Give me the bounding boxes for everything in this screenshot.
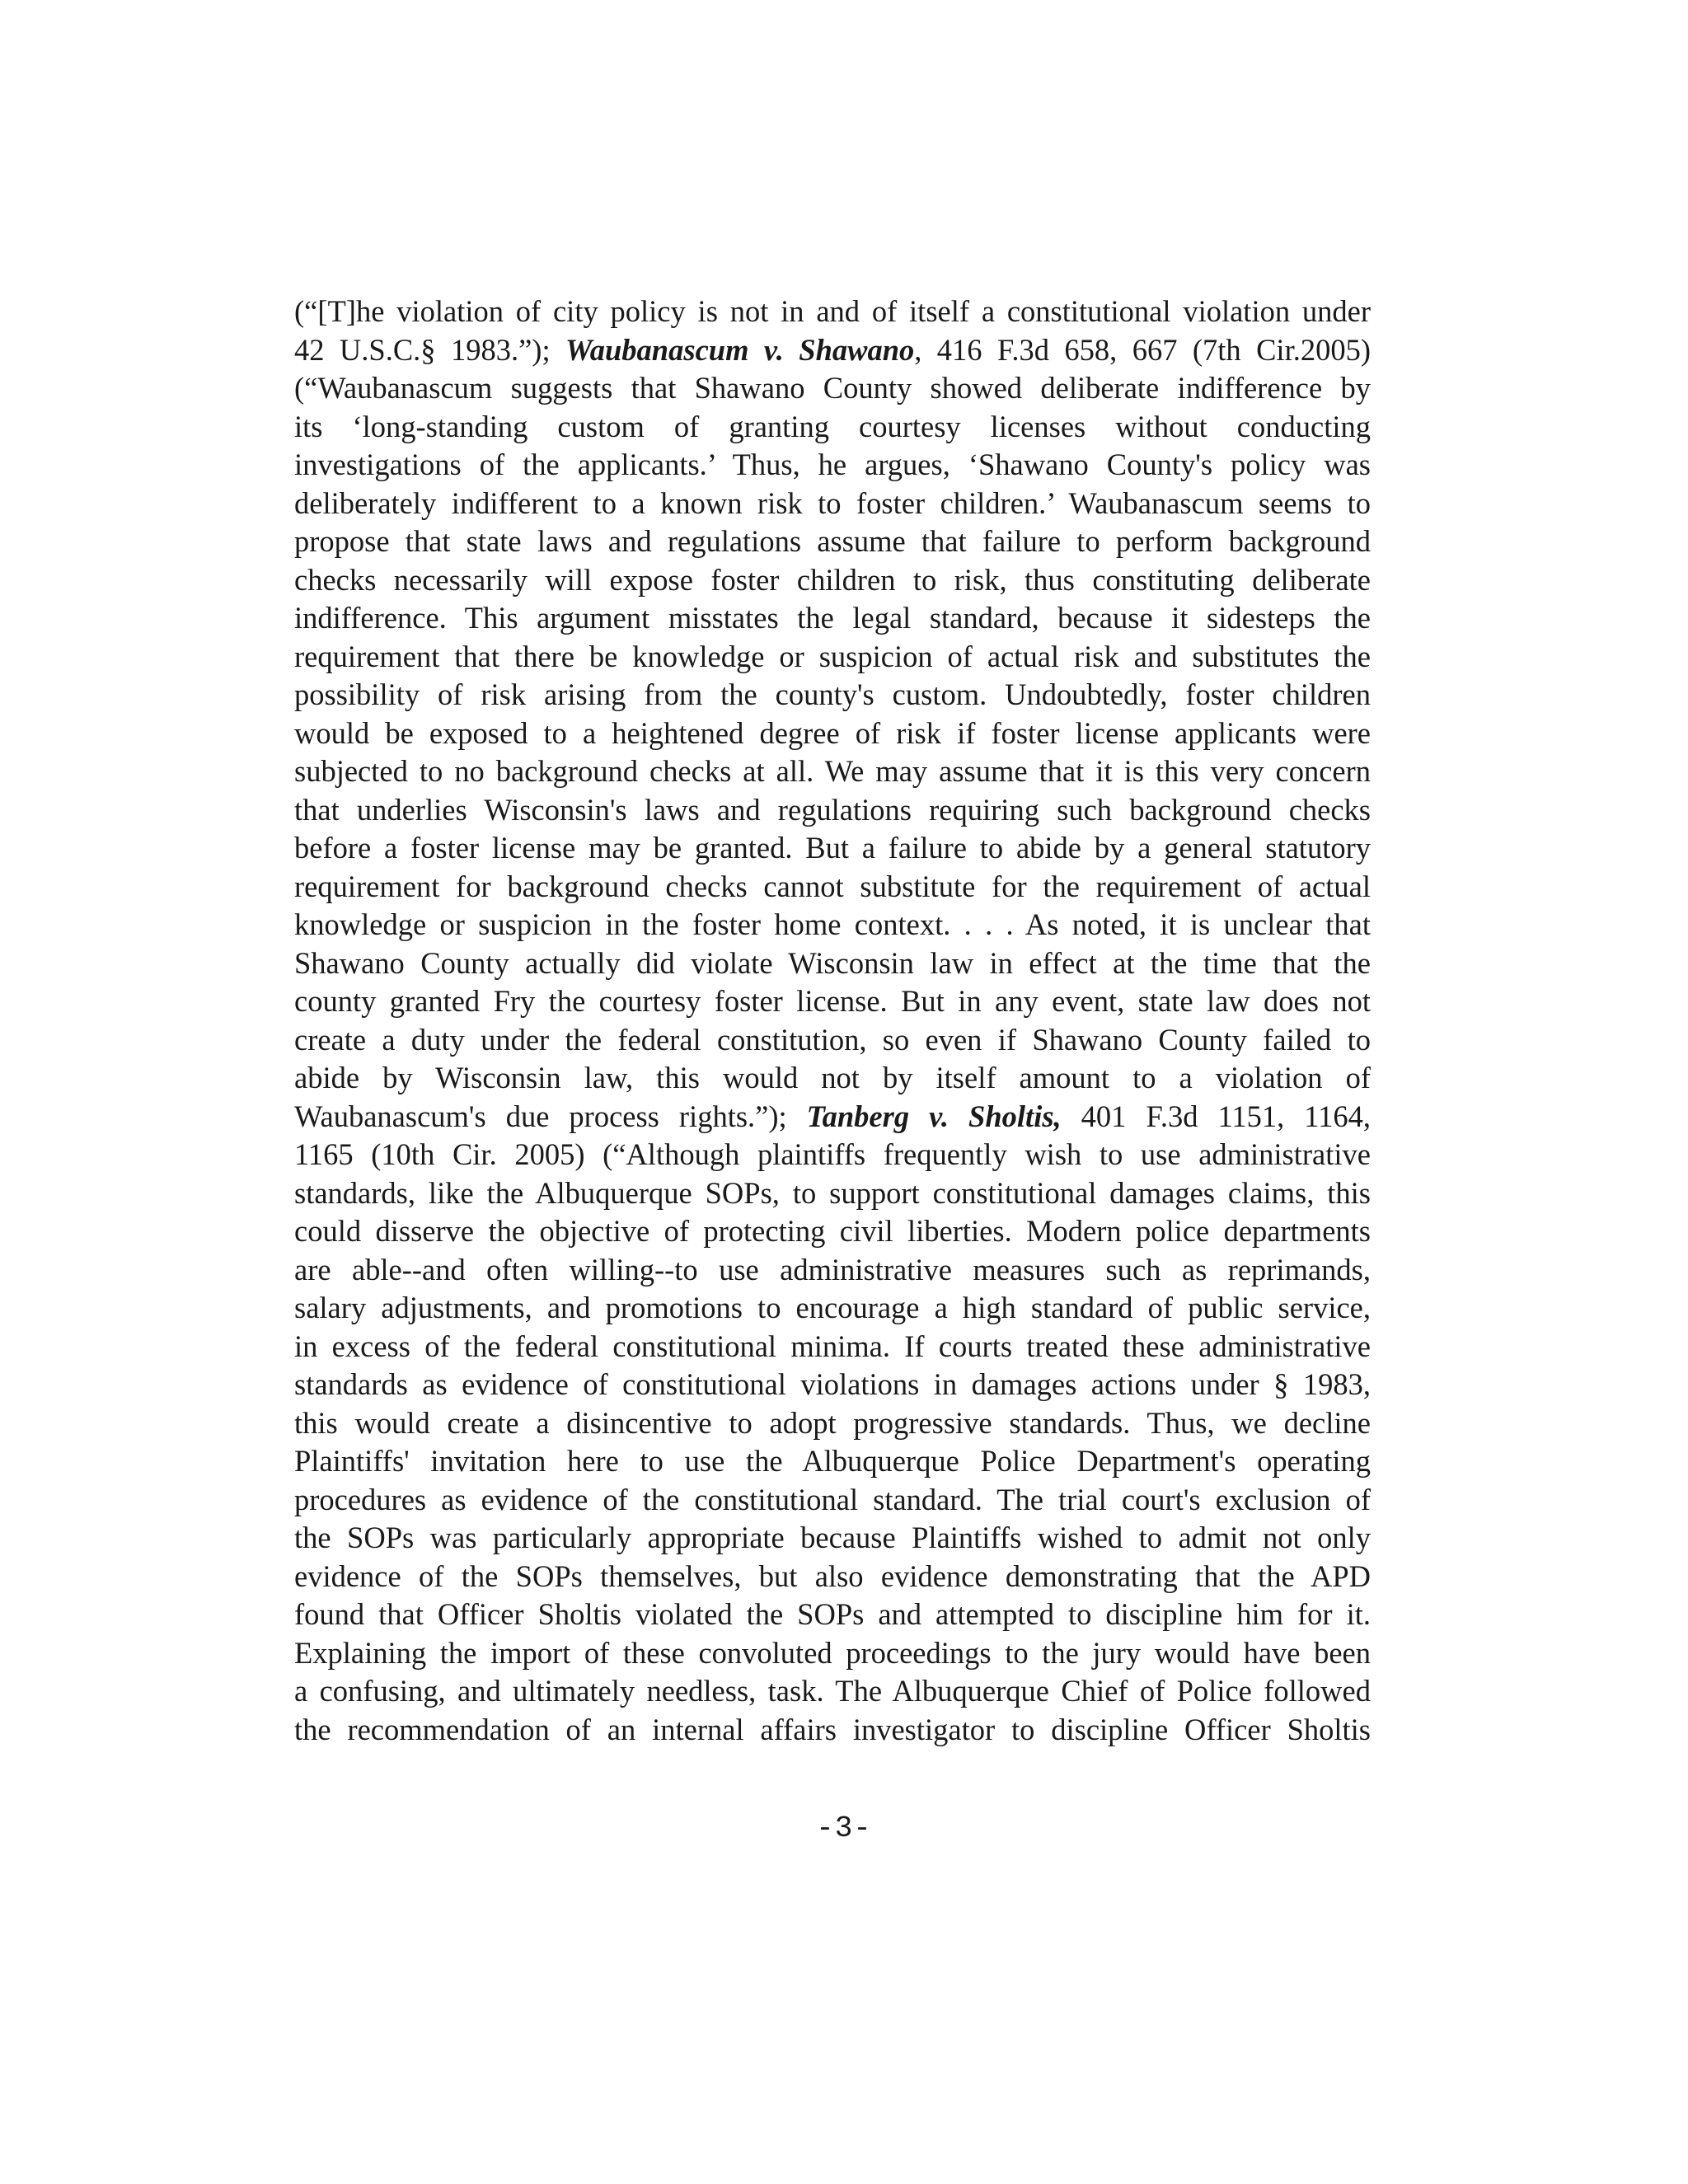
text-line (294, 523, 1371, 561)
text-segment: would be exposed to a heightened degree of risk if foster license applicants were (294, 715, 1371, 750)
text-line (294, 1711, 1371, 1750)
text-segment: , 416 F.3d 658, 667 (7th Cir.2005) (914, 332, 1371, 367)
text-segment: Plaintiffs' invitation here to use the Albuquerque Police Department's operating (294, 1444, 1371, 1478)
text-segment: create a duty under the federal constitution, so even if Shawano County failed to (294, 1022, 1371, 1057)
text-line (294, 906, 1371, 944)
text-line (294, 446, 1371, 485)
text-segment: checks necessarily will expose foster children to risk, thus constituting deliberate (294, 562, 1371, 597)
text-line (294, 485, 1371, 523)
text-segment: county granted Fry the courtesy foster license. But in any event, state law does not (294, 984, 1371, 1018)
text-line (294, 715, 1371, 753)
text-segment: could disserve the objective of protecting civil liberties. Modern police departments (294, 1214, 1371, 1248)
text-line (294, 1596, 1371, 1634)
text-line (294, 1481, 1371, 1520)
text-line (294, 1098, 1371, 1137)
text-line (294, 1136, 1371, 1174)
text-segment: standards as evidence of constitutional violations in damages actions under § 1983, (294, 1367, 1371, 1401)
page-number: -3- (816, 1811, 872, 1845)
text-line (294, 1404, 1371, 1443)
text-segment: propose that state laws and regulations assume that failure to perform background (294, 524, 1371, 558)
text-segment: (“Waubanascum suggests that Shawano County showed deliberate indifference by (294, 371, 1371, 405)
text-segment: evidence of the SOPs themselves, but also evidence demonstrating that the APD (294, 1558, 1371, 1593)
body-text (294, 293, 1371, 1749)
text-line (294, 1328, 1371, 1366)
text-line (294, 944, 1371, 983)
text-line (294, 1672, 1371, 1711)
text-segment: Shawano County actually did violate Wisconsin law in effect at the time that the (294, 945, 1371, 980)
text-line (294, 829, 1371, 868)
text-segment: before a foster license may be granted. But a failure to abide by a general statutory (294, 831, 1371, 865)
text-line (294, 1558, 1371, 1596)
text-line (294, 561, 1371, 600)
text-segment: requirement for background checks cannot substitute for the requirement of actual (294, 869, 1371, 903)
text-segment: this would create a disincentive to adopt progressive standards. Thus, we decline (294, 1405, 1371, 1440)
text-segment: procedures as evidence of the constitutional standard. The trial court's exclusion of (294, 1482, 1371, 1516)
text-segment: that underlies Wisconsin's laws and regulations requiring such background checks (294, 792, 1371, 827)
text-line (294, 1289, 1371, 1328)
text-line (294, 1174, 1371, 1213)
text-segment: 401 F.3d 1151, 1164, (1061, 1099, 1371, 1133)
text-line (294, 868, 1371, 907)
text-segment: (“[T]he violation of city policy is not in and of itself a constitutional violation under (294, 294, 1371, 328)
text-line (294, 676, 1371, 715)
text-line (294, 752, 1371, 791)
text-line (294, 1519, 1371, 1558)
text-segment: its ‘long-standing custom of granting courtesy licenses without conducting (294, 409, 1371, 443)
text-segment: investigations of the applicants.’ Thus, he argues, ‘Shawano County's policy was (294, 448, 1371, 481)
text-line (294, 638, 1371, 677)
text-line (294, 791, 1371, 830)
text-line (294, 1634, 1371, 1673)
text-segment: deliberately indifferent to a known risk to foster children.’ Waubanascum seems to (294, 485, 1371, 520)
text-line (294, 1251, 1371, 1290)
text-segment: abide by Wisconsin law, this would not by itself amount to a violation of (294, 1061, 1371, 1094)
text-segment: 1165 (10th Cir. 2005) (“Although plaintiffs frequently wish to use administrative (294, 1137, 1371, 1171)
text-line (294, 1212, 1371, 1251)
text-segment: the recommendation of an internal affairs investigator to discipline Officer Sholtis (294, 1712, 1371, 1746)
text-segment: salary adjustments, and promotions to encourage a high standard of public service, (294, 1291, 1371, 1324)
case-citation: Tanberg v. Sholtis, (806, 1099, 1062, 1133)
text-segment: standards, like the Albuquerque SOPs, to support constitutional damages claims, this (294, 1175, 1371, 1210)
text-line (294, 331, 1371, 370)
text-segment: are able--and often willing--to use administrative measures such as reprimands, (294, 1252, 1371, 1286)
text-segment: 42 U.S.C.§ 1983.”); (294, 332, 566, 367)
text-line (294, 1059, 1371, 1098)
text-line (294, 1366, 1371, 1404)
text-line (294, 982, 1371, 1021)
text-segment: knowledge or suspicion in the foster home context. . . . As noted, it is unclear that (294, 907, 1371, 941)
text-line (294, 369, 1371, 408)
text-segment: subjected to no background checks at all. We may assume that it is this very concern (294, 754, 1371, 788)
text-line (294, 293, 1371, 331)
text-segment: Waubanascum's due process rights.”); (294, 1099, 807, 1133)
text-line (294, 599, 1371, 638)
text-line (294, 408, 1371, 447)
text-line (294, 1442, 1371, 1481)
text-segment: in excess of the federal constitutional minima. If courts treated these administrative (294, 1329, 1371, 1363)
case-citation: Waubanascum v. Shawano (565, 332, 915, 367)
text-segment: found that Officer Sholtis violated the SOPs and attempted to discipline him for it. (294, 1597, 1371, 1631)
text-segment: requirement that there be knowledge or suspicion of actual risk and substitutes the (294, 639, 1371, 673)
text-segment: possibility of risk arising from the county's custom. Undoubtedly, foster children (294, 677, 1371, 711)
text-segment: indifference. This argument misstates the legal standard, because it sidesteps the (294, 601, 1371, 635)
text-line (294, 1021, 1371, 1060)
text-segment: a confusing, and ultimately needless, task. The Albuquerque Chief of Police followed (294, 1674, 1371, 1708)
text-segment: the SOPs was particularly appropriate because Plaintiffs wished to admit not only (294, 1521, 1371, 1554)
text-segment: Explaining the import of these convoluted proceedings to the jury would have been (294, 1635, 1371, 1670)
